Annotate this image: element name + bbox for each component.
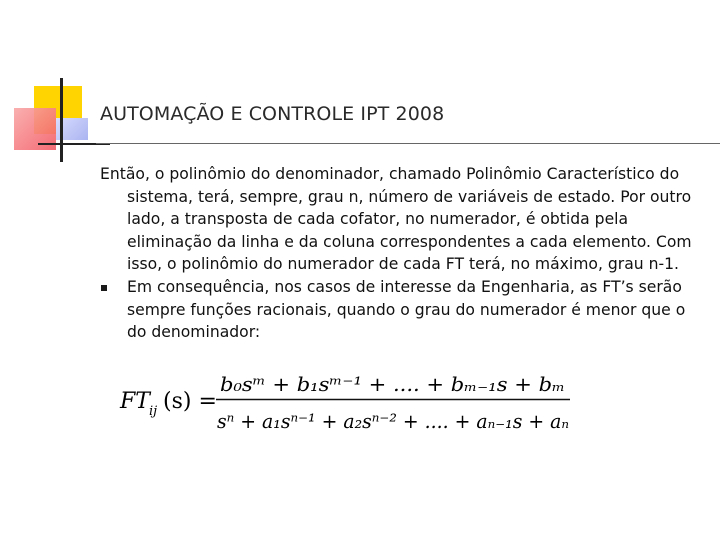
formula-denominator: sⁿ + a₁sⁿ⁻¹ + a₂sⁿ⁻² + .... + aₙ₋₁s + aₙ: [217, 409, 569, 433]
bullet-item: [100, 276, 700, 344]
body-paragraph: Então, o polinômio do denominador, chamado Polinômio Característico do sistema, terá, sempre, grau n, número de variáveis de estado. Por outro lado, a transposta de cada cofator, no numerador, é obtida pela eliminação da linha e da coluna correspondentes a cada elemento. Com isso, o polinômio do numerador de cada FT terá, no máximo, grau n-1.: [100, 165, 692, 274]
logo-vertical-line: [60, 78, 63, 162]
formula-lhs-argument: (s) =: [163, 389, 217, 414]
bullet-text: Em consequência, nos casos de interesse da Engenharia, as FT’s serão sempre funções racionais, quando o grau do numerador é menor que o do denominador:: [127, 277, 686, 342]
bullet-marker: [101, 285, 107, 291]
decorative-logo: [0, 0, 110, 170]
formula-lhs: FT: [120, 389, 150, 414]
transfer-function-formula: [118, 366, 588, 446]
formula-svg: [118, 366, 588, 446]
slide-title: AUTOMAÇÃO E CONTROLE IPT 2008: [100, 103, 445, 125]
slide-body: [100, 163, 700, 344]
formula-lhs-subscript: ij: [149, 404, 158, 419]
title-rule: [96, 143, 720, 144]
formula-numerator: b₀sᵐ + b₁sᵐ⁻¹ + .... + bₘ₋₁s + bₘ: [220, 372, 565, 396]
